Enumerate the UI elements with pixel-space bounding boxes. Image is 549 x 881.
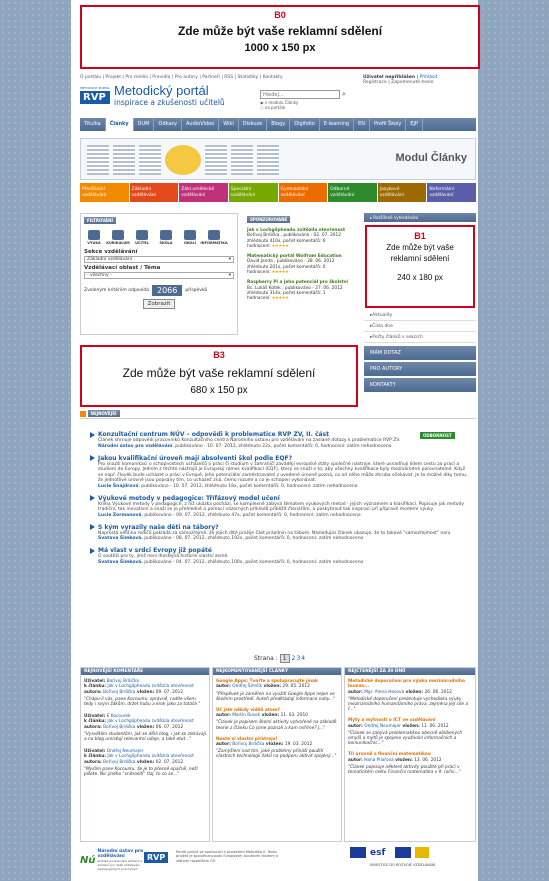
article-author[interactable]: Svatava Šimková [98, 536, 142, 541]
bottom-article-text: "Příspěvek je zaměřen na využití Google Apps nejen ve školním prostředí. Autoři předkládají informace naby..." [216, 691, 336, 702]
star-rating-icon: ★★★★★ [270, 270, 289, 276]
nav-item-3[interactable]: Odkazy [154, 118, 182, 131]
advanced-search-tab[interactable] [364, 213, 476, 222]
sponsored-box [244, 213, 361, 335]
comment-user[interactable]: Ondřej Neumajer [106, 749, 144, 755]
category-tab[interactable]: Předškolní vzdělávání [80, 183, 129, 202]
side-link[interactable] [364, 321, 476, 332]
article-title-row [90, 547, 470, 554]
bottom-article-item [348, 718, 472, 746]
article-description: Článek shrnuje odpovědi pracovníků Konzultačního centra Národního ústavu pro vzdělávání na zaslané dotazy k problematice RVP ZV. [98, 438, 401, 443]
rating-label: hodnocení: [247, 296, 271, 302]
article-item [90, 455, 470, 489]
nav-item-6[interactable]: Diskuze [239, 118, 267, 131]
ad-b1[interactable] [365, 225, 475, 308]
pager-current: 1 [280, 654, 290, 663]
footer-text: Portál vzniká ve spolupráci s projektem Metodika II. Tento projekt je spolufinancován Evropským sociálním fondem a státním rozpočtem ČR. [176, 850, 279, 863]
rss-icon[interactable] [80, 411, 86, 417]
radio-portal-icon[interactable]: ○ [260, 105, 264, 110]
bottom-article-date: 19. 03. 2012 [284, 742, 313, 748]
sponsored-title[interactable]: Raspberry Pi a jeho potenciál pro školství [247, 280, 348, 286]
bottom-article-title[interactable]: Uč jste někdy viděli atom? [216, 708, 280, 714]
comment-author-row: autora: Bořivoj Brdička vložen: 06. 07. 2012 [84, 724, 184, 730]
comment-date: 06. 07. 2012 [155, 724, 184, 730]
rated-header: NEJČTENĚJŠÍ ZA 30 DNŮ [345, 668, 475, 675]
sponsored-rating [247, 270, 358, 275]
bottom-article-author[interactable]: Hana Pilařová [364, 757, 394, 763]
sponsored-header: SPONZOROVANÉ [247, 216, 290, 223]
newspaper-icon [87, 145, 109, 175]
pager-page-link[interactable]: 4 [301, 655, 306, 662]
bottom-article-item [348, 679, 472, 712]
filter-icon-label: KURIKULUM [106, 241, 130, 245]
ad-text-1: Zde může být vaše [386, 243, 454, 252]
arrow-right-icon [90, 495, 95, 501]
arrow-right-icon [90, 548, 95, 554]
side-link[interactable] [364, 332, 476, 343]
radio-module-icon[interactable]: ◉ [260, 100, 264, 105]
ad-code: B0 [274, 10, 286, 20]
category-tab[interactable]: Odborné vzdělávání [328, 183, 377, 202]
bottom-article-text: "Článek se zabývá problematikou obecně oblíbených omylů a mýtů je spojeno využívání informačních a komunikačníc..." [348, 730, 463, 747]
comment-article-row: k článku: Jak v Lochgilpheadu zvítězila otevřenost [84, 754, 194, 760]
most-read [344, 667, 476, 842]
banner-title: Modul Články [395, 152, 467, 164]
nav-item-7[interactable]: Blogy [267, 118, 290, 131]
article-description: Naprostá většina rodičů pokládá za samozřejmé, že jejich dítě prožije část prázdnin na táboře. Následující článek ukazuje, že to takové "samozřejmost" není. [98, 530, 452, 536]
sponsored-title[interactable]: Jak v Lochgilpheadu zvítězila otevřenost [247, 228, 346, 233]
article-stats: , publikováno - 10. 07. 2012, zhlédnuto 18x, počet komentářů: 0, hodnocení: zatím nehodnoceno [138, 483, 358, 489]
comment-author[interactable]: Bořivoj Brdička [103, 724, 136, 730]
sponsored-meta: David Janda , publikováno - 28. 06. 2012 [247, 259, 335, 265]
comment-text: "Chápu-li vás, pane Kocourku, správně, radíte všem, tedy i svým žákům, držet hubu a krok jako za totáče." [84, 696, 201, 708]
bottom-article-title[interactable]: Google Apps: Tvořte a spolupracujte jinak [216, 679, 318, 685]
article-meta [98, 484, 470, 489]
article-stats: , publikováno - 10. 07. 2012, zhlédnuto 22x, počet komentářů: 0, hodnocení: zatím nehodnoceno [172, 443, 392, 449]
ad-size: 240 x 180 px [397, 273, 443, 282]
side-buttons [364, 346, 476, 394]
article-title[interactable]: S kým vyrazily naše děti na tábory? [98, 523, 219, 531]
star-rating-icon: ★★★★★ [270, 296, 289, 302]
sponsored-rating [247, 296, 358, 301]
comment-user-row: Uživatel: E Kocourek [84, 714, 131, 720]
article-author[interactable]: Lucie Zormanová [98, 512, 142, 518]
article-title[interactable]: Konzultační centrum NÚV – odpovědi k problematice RVP ZV, II. část [98, 431, 329, 438]
pager-page-link[interactable]: 3 [296, 655, 301, 662]
pager [254, 654, 305, 663]
user-status: Uživatel nepřihlášen [363, 75, 416, 80]
filter-icon-label: ŠKOLA [159, 241, 173, 245]
comment-author-row: autora: Bořivoj Brdička vložen: 02. 07. 2012 [84, 759, 184, 765]
filter-icon-label: UČITEL [135, 241, 149, 245]
article-author[interactable]: Svatava Šimková [98, 559, 142, 565]
newest-header-row [80, 410, 476, 419]
user-links[interactable]: Registrace | Zapomenuté heslo [363, 80, 434, 85]
nav-item-11[interactable]: Profil Školy [370, 118, 406, 131]
logo[interactable] [80, 83, 225, 107]
section-select-value: Základní vzdělávání [87, 257, 133, 262]
newest-header: NEJNOVĚJŠÍ [88, 410, 120, 417]
criteria-prefix: Zvoleným kritériím odpovídá [84, 288, 149, 293]
newspaper-icon [205, 145, 227, 175]
article-author[interactable]: Národní ústav pro vzdělávání [98, 443, 173, 449]
filter-category-icon [136, 230, 148, 240]
bottom-article-author[interactable]: Ondřej Šimčík [232, 684, 263, 690]
nav-item-8[interactable]: Digifolio [290, 118, 319, 131]
filter-icon-item[interactable] [180, 230, 200, 245]
sponsored-stats: zhlédnuto 410x, počet komentářů: 6 [247, 238, 326, 244]
odbornost-badge: ODBORNOST [420, 432, 455, 439]
criteria-suffix: příspěvků [185, 288, 208, 293]
search-opt-module: v modulu Články [264, 100, 299, 105]
chevron-right-icon: ▸ [370, 334, 373, 340]
filter-icon-item[interactable] [132, 230, 152, 245]
ad-b3[interactable] [80, 345, 358, 407]
eu-flag-icon [350, 847, 366, 858]
sponsored-meta: Bořivoj Brdička , publikováno - 02. 07. 2012 [247, 233, 342, 239]
bottom-article-meta: autor: Hana Pilařová vložen: 13. 06. 2012 [348, 757, 442, 763]
bottom-article-title[interactable]: Metodické doporučení pro výuku mezinárodního human... [348, 679, 465, 690]
nav-item-10[interactable]: EN [354, 118, 370, 131]
pager-label: Strana : [254, 655, 278, 662]
bottom-article-author[interactable]: Martin Rusek [232, 713, 261, 719]
comment-user-row: Uživatel: Bořivoj Brdička [84, 679, 139, 685]
comment-date: 09. 07. 2012 [155, 689, 184, 695]
advanced-search-label: Rozšířené vyhledávání [373, 215, 419, 220]
article-title[interactable]: Má vlast v srdci Evropy již popáté [98, 547, 212, 554]
area-select-value: - všechny - [87, 273, 112, 278]
bottom-article-title[interactable]: Noste si vlastní přístroje! [216, 736, 278, 742]
article-stats: , publikováno - 04. 07. 2012, zhlédnuto 100x, počet komentářů: 0, hodnocení: zatím nehodnoceno [141, 559, 364, 565]
article-item [90, 547, 470, 565]
main-nav [80, 118, 476, 131]
ad-size: 1000 x 150 px [244, 42, 316, 54]
esf-logo [350, 847, 429, 858]
nav-item-12[interactable]: EJP [406, 118, 423, 131]
newspaper-icon [113, 145, 135, 175]
side-links [364, 310, 476, 343]
ministry-logo-icon [415, 847, 429, 858]
ad-text: Zde může být vaše reklamní sdělení [177, 24, 383, 38]
article-item [90, 431, 470, 449]
bottom-article-date: 11. 03. 2010 [280, 713, 308, 719]
mascot-icon [165, 145, 201, 175]
bottom-article-author[interactable]: Ondřej Neumajer [364, 723, 401, 729]
bottom-article-text: "Zamyšlení nad tím, jaké problémy přináší použití vlastních technologií žáků na podporu aktivit spojený..." [216, 749, 337, 760]
chevron-down-icon: ▾ [228, 273, 231, 278]
side-button[interactable] [364, 346, 476, 360]
category-tab[interactable]: Gymnaziální vzdělávání [279, 183, 328, 202]
bottom-article-item [348, 752, 472, 775]
footer [80, 847, 476, 877]
footer-caption: INVESTICE DO ROZVOJE VZDĚLÁVÁNÍ [370, 863, 436, 867]
article-meta [98, 444, 470, 449]
bottom-article-title[interactable]: Mýty a mýtnosti o ICT ve vzdělávání [348, 718, 436, 724]
bottom-article-date: 13. 06. 2012 [414, 757, 442, 763]
most-commented [212, 667, 342, 842]
comment-text: "Myslím pane Kocourku, že je to přesně opačně, neží píšete. Nic jiného "vnitrosíti" (tzj. to co se..." [84, 766, 198, 778]
filter-icon-item[interactable] [84, 230, 104, 245]
filter-icon-label: VÝUKA [87, 241, 101, 245]
nav-item-2[interactable]: DUM [134, 118, 155, 131]
sponsored-rating [247, 244, 358, 249]
module-banner [80, 138, 476, 180]
bottom-article-text: "Metodické doporučení prezentuje východiska výuky mezinárodního humanitárního práva, zejména její cíle a ř..." [348, 696, 468, 713]
bottom-article-date: 26. 06. 2012 [424, 689, 452, 695]
article-title-row [90, 431, 470, 438]
bottom-article-title[interactable]: Tři úrovně s finanční matematikou [348, 752, 431, 758]
show-button[interactable]: Zobrazit [143, 299, 176, 309]
nuv-logo-mark: Nú [80, 854, 96, 866]
comment-user[interactable]: E Kocourek [106, 714, 131, 720]
filter-category-icon [160, 230, 172, 240]
logo-subtitle: inspirace a zkušenosti učitelů [113, 98, 225, 107]
article-title-row [90, 524, 470, 531]
filter-icon-item[interactable] [156, 230, 176, 245]
comment-article[interactable]: Jak v Lochgilpheadu zvítězila otevřenost [107, 754, 194, 760]
comment-article[interactable]: Jak v Lochgilpheadu zvítězila otevřenost [107, 684, 194, 690]
comment-author[interactable]: Bořivoj Brdička [103, 689, 136, 695]
side-button[interactable] [364, 362, 476, 376]
sponsored-title[interactable]: Matematický portál Wolfram Education [247, 254, 342, 260]
ad-text-2: reklamní sdělení [390, 254, 450, 263]
sponsored-item [247, 254, 358, 275]
newspaper-icon [139, 145, 161, 175]
comments-header: NEJNOVĚJŠÍ KOMENTÁŘE [81, 668, 209, 675]
category-bar [80, 183, 476, 202]
top-links[interactable]: O portálu | Projekt | Pro média | Pravidla | Pro autory | Partneři | RSS | Statistiky | Kontakty [80, 75, 283, 80]
nav-item-1[interactable]: Články [106, 118, 134, 131]
filter-category-icon [88, 230, 100, 240]
category-tab[interactable]: Zákl.umělecké vzdělávání [179, 183, 228, 202]
category-tab[interactable]: Neformální vzdělávání [427, 183, 476, 202]
article-stats: , publikováno - 08. 07. 2012, zhlédnuto 192x, počet komentářů: 0, hodnocení: zatím nehodnoceno [141, 536, 364, 541]
sponsored-meta: Bc. Lukáš Kotek , publikováno - 27. 06. 2012 [247, 285, 343, 291]
search-area [260, 90, 346, 110]
eu-flag-icon [395, 847, 411, 858]
filter-box [80, 213, 238, 335]
bottom-article-item [216, 737, 338, 760]
comment-article[interactable]: Jak v Lochgilpheadu zvítězila otevřenost [107, 719, 194, 725]
nav-item-9[interactable]: E-learning [320, 118, 354, 131]
bottom-article-author[interactable]: Bořivoj Brdička [232, 742, 265, 748]
comment-item [84, 749, 206, 777]
filter-icon-item[interactable] [200, 230, 228, 245]
filter-category-icon [112, 230, 124, 240]
filter-header: FILTROVÁNÍ [84, 217, 116, 224]
bottom-article-author[interactable]: Mgr. Alena Hesová [364, 689, 405, 695]
article-title[interactable]: Jakou kvalifikační úroveň mají absolventi škol podle EQF? [98, 454, 293, 462]
category-tab[interactable]: Speciální vzdělávání [229, 183, 278, 202]
article-title-row [90, 495, 470, 502]
recommended-header: NEJKOMENTOVANĚJŠÍ ČLÁNKY [213, 668, 341, 675]
bottom-article-meta: autor: Ondřej Neumajer vložen: 11. 06. 2012 [348, 723, 449, 729]
chevron-right-icon: ▸ [370, 323, 373, 329]
bottom-article-text: "Článek popisuje některé aktivity použité při práci v tematickém celku Finanční matematika v 9. ročni..." [348, 764, 461, 776]
newspaper-icon [231, 145, 253, 175]
bottom-article-date: 11. 06. 2012 [421, 723, 449, 729]
ad-b0[interactable] [80, 5, 480, 69]
user-box: Uživatel nepřihlášen | Přihlásit Registrace | Zapomenuté heslo [363, 75, 438, 85]
star-rating-icon: ★★★★★ [270, 243, 289, 249]
arrow-right-icon [90, 524, 95, 530]
side-button-label: MÁM DOTAZ [370, 350, 401, 356]
bottom-article-meta: autor: Mgr. Alena Hesová vložen: 26. 06. 2012 [348, 689, 452, 695]
article-title-row [90, 455, 470, 462]
side-column [364, 213, 476, 225]
bottom-article-date: 29. 05. 2012 [282, 684, 310, 690]
article-meta [98, 513, 470, 518]
bottom-article-item [216, 708, 338, 731]
sponsored-stats: zhlédnuto 201x, počet komentářů: 0 [247, 264, 326, 270]
login-link[interactable]: Přihlásit [419, 75, 438, 80]
side-link-label: Počty článků v sekcích [372, 334, 423, 340]
area-select[interactable] [84, 272, 234, 279]
comment-user-row: Uživatel: Ondřej Neumajer [84, 749, 144, 755]
filter-icons [84, 230, 234, 245]
article-stats: , publikováno - 09. 07. 2012, zhlédnuto 47x, počet komentářů: 0, hodnocení: zatím nehodnoceno [141, 512, 361, 518]
section-select[interactable] [84, 256, 234, 263]
article-title[interactable]: Výukové metody v pedagogice: Třífázový model učení [98, 494, 280, 502]
ad-text: Zde může být vaše reklamní sdělení [122, 366, 316, 380]
search-input[interactable] [260, 90, 340, 99]
bottom-article-meta: autor: Bořivoj Brdička vložen: 19. 03. 2012 [216, 742, 313, 748]
side-button[interactable] [364, 378, 476, 392]
newspaper-icon [257, 145, 279, 175]
nuv-name: Národní ústav pro vzdělávání [97, 849, 144, 859]
nav-item-5[interactable]: Wiki [219, 118, 239, 131]
ad-size: 680 x 150 px [190, 385, 248, 396]
nuv-logo[interactable] [80, 849, 148, 871]
logo-mark: RVP [80, 91, 110, 104]
article-author[interactable]: Lucie Šnajdrová [98, 483, 139, 489]
comment-date: 02. 07. 2012 [155, 759, 184, 765]
rating-label: hodnocení: [247, 270, 271, 276]
article-description: Kniha Výukové metody v pedagogice, z níž ukázka pochází, se komplexně zabývá tématem výukových metod - jejich významem a klasifikací. Popisuje jak metody tradiční, tak inovativní a snaží se je přehledně a pomocí názorných příkladů přiblížit čtenářům, a poskytnout tak inspiraci při přípravě moderní výuky. [98, 501, 465, 512]
comment-text: "Vysvětlím studentům, jak se dělá blog, i jak se získávají a na blog umisťují relevantní údaje, a také etut..." [84, 731, 206, 743]
filter-icon-item[interactable] [108, 230, 128, 245]
nuv-subtitle: školské poradenské zařízení a zařízení pro další vzdělávání pedagogických pracovníků [97, 859, 143, 871]
comment-author-row: autora: Bořivoj Brdička vložen: 09. 07. 2012 [84, 689, 184, 695]
side-link[interactable] [364, 310, 476, 321]
ad-code: B1 [414, 231, 426, 241]
filter-category-icon [208, 230, 220, 240]
search-opt-portal: na portále [264, 105, 286, 110]
comment-item [84, 679, 206, 707]
arrow-right-icon [90, 432, 95, 438]
article-description: Pro snazší komunikaci o schopnostech uchazečů o práci či studium v zahraničí zavádějí evropské státy společné nástroje, které usnadňují lidem cestu za prací a studiem do Evropy. Jedním z těchto nástrojů je Evropský rámec kvalifikací (EQF), který se snaží o to, aby všechny kvalifikace byly mezinárodně porovnatelné. Když se např. člověk bude ucházet o práci v Evropě, jeho potenciální zaměstnavatel z uvedené úrovně pozná, co od něho může zhruba očekávat. Je to možné díky tomu, že jednotlivé úrovně jsou popsány tím, co uchazeč zná, čemu rozumí a co je schopen vykonávat. [98, 461, 468, 483]
article-meta [98, 560, 470, 565]
filter-category-icon [184, 230, 196, 240]
search-icon[interactable]: ⌕ [342, 90, 346, 98]
article-item [90, 524, 470, 542]
nav-item-0[interactable]: Titulka [80, 118, 106, 131]
bottom-article-text: "Článek je popisem školní aktivity vytvořené na základě teorie z článku Co jsme poznali a kam míříme? J..." [216, 720, 337, 731]
area-label: Vzdělávací oblast / Téma [84, 265, 161, 271]
side-link-label: Aktuality [372, 312, 393, 318]
category-tab[interactable]: Jazykové vzdělávání [378, 183, 427, 202]
comment-item [84, 714, 206, 742]
rating-label: hodnocení: [247, 243, 271, 249]
nav-item-4[interactable]: AudioVideo [182, 118, 219, 131]
bottom-article-meta: autor: Martin Rusek vložen: 11. 03. 2010 [216, 713, 308, 719]
comment-article-row: k článku: Jak v Lochgilpheadu zvítězila otevřenost [84, 719, 194, 725]
comment-user[interactable]: Bořivoj Brdička [106, 679, 139, 685]
category-tab[interactable]: Základní vzdělávání [130, 183, 179, 202]
chevron-right-icon: ▸ [370, 312, 373, 318]
comment-author[interactable]: Bořivoj Brdička [103, 759, 136, 765]
result-count: 2066 [152, 285, 182, 296]
side-button-label: KONTAKTY [370, 382, 396, 388]
article-list [90, 431, 470, 571]
bottom-article-meta: autor: Ondřej Šimčík vložen: 29. 05. 2012 [216, 684, 310, 690]
article-description: O soutěži pro ty, jimž není lhostejná historie vlastní země. [98, 554, 229, 559]
filter-icon-label: OKOLÍ [183, 241, 197, 245]
side-button-label: PRO AUTORY [370, 366, 403, 372]
sponsored-item [247, 280, 358, 301]
sponsored-item [247, 228, 358, 249]
rvp-logo[interactable]: RVP [144, 852, 168, 863]
filter-icon-label: INFORMATIKA [200, 241, 228, 245]
article-meta [98, 536, 470, 541]
article-item [90, 495, 470, 518]
sponsored-stats: zhlédnuto 314x, počet komentářů: 1 [247, 290, 326, 296]
latest-comments [80, 667, 210, 842]
chevron-down-icon: ▾ [228, 257, 231, 262]
esf-mark: esf [370, 847, 386, 858]
section-label: Sekce vzdělávání [84, 249, 138, 255]
pager-page-link[interactable]: 2 [291, 655, 296, 662]
arrow-right-icon [90, 455, 95, 461]
logo-title: Metodický portál [113, 83, 209, 98]
bottom-article-item [216, 679, 338, 702]
logo-small: METODICKÝ PORTÁL [80, 86, 110, 90]
chevron-right-icon: ▸ [370, 215, 374, 220]
ad-code: B3 [213, 350, 225, 360]
comment-article-row: k článku: Jak v Lochgilpheadu zvítězila otevřenost [84, 684, 194, 690]
side-link-label: Čísla dne [372, 323, 393, 329]
